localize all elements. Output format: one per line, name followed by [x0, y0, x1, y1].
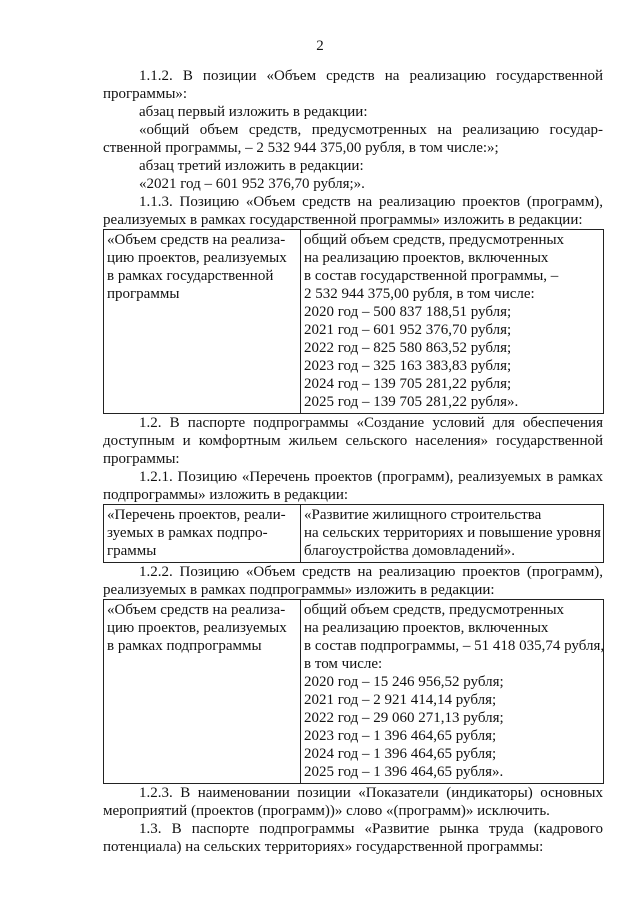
table-state-program-funding: [103, 229, 604, 414]
table-subprogram-projects: [103, 504, 604, 563]
paragraph-quote-2021: «2021 год – 601 952 376,70 рубля;».: [139, 176, 365, 192]
cell-line: 2023 год – 1 396 464,65 рубля;: [304, 728, 497, 744]
cell-line: на сельских территориях и повышение уровня: [304, 525, 601, 541]
table-cell-label: [104, 230, 301, 414]
cell-line: 2024 год – 1 396 464,65 рубля;: [304, 746, 497, 762]
cell-line: 2023 год – 325 163 383,83 рубля;: [304, 358, 512, 374]
cell-line: общий объем средств, предусмотренных: [304, 232, 565, 248]
cell-line: на реализацию проектов, включенных: [304, 620, 549, 636]
cell-line: 2020 год – 500 837 188,51 рубля;: [304, 304, 512, 320]
paragraph-1-1-3: 1.1.3. Позицию «Объем средств на реализацию проектов (программ), реализуемых в рамках государственной программы» изложить в редакции:: [103, 194, 603, 228]
cell-line: в состав государственной программы, –: [304, 268, 559, 284]
cell-line: 2022 год – 29 060 271,13 рубля;: [304, 710, 504, 726]
table-row: [104, 600, 604, 784]
table-cell-label: [104, 600, 301, 784]
cell-line: благоустройства домовладений».: [304, 543, 516, 559]
paragraph-1-1-2: 1.1.2. В позиции «Объем средств на реализацию государственной программы»:: [103, 68, 603, 102]
table-subprogram-funding: [103, 599, 604, 784]
cell-line: «Объем средств на реализа-: [107, 232, 286, 248]
page-number: 2: [316, 38, 324, 54]
cell-line: цию проектов, реализуемых: [107, 620, 287, 636]
cell-line: 2025 год – 139 705 281,22 рубля».: [304, 394, 519, 410]
cell-line: в рамках подпрограммы: [107, 638, 262, 654]
cell-line: «Развитие жилищного строительства: [304, 507, 542, 523]
cell-line: 2022 год – 825 580 863,52 рубля;: [304, 340, 512, 356]
cell-line: общий объем средств, предусмотренных: [304, 602, 565, 618]
table-row: [104, 230, 604, 414]
table-cell-value: [301, 505, 604, 563]
cell-line: граммы: [107, 543, 157, 559]
cell-line: в состав подпрограммы, – 51 418 035,74 рубля,: [304, 638, 605, 654]
paragraph-1-2-1: 1.2.1. Позицию «Перечень проектов (программ), реализуемых в рамках подпрограммы» изложить в редакции:: [103, 469, 603, 503]
cell-line: в рамках государственной: [107, 268, 274, 284]
paragraph-1-2-2: 1.2.2. Позицию «Объем средств на реализацию проектов (программ), реализуемых в рамках подпрограммы» изложить в редакции:: [103, 564, 603, 598]
table-cell-label: [104, 505, 301, 563]
paragraph-abzac-tretii: абзац третий изложить в редакции:: [139, 158, 364, 174]
cell-line: на реализацию проектов, включенных: [304, 250, 549, 266]
cell-line: в том числе:: [304, 656, 383, 672]
cell-line: 2024 год – 139 705 281,22 рубля;: [304, 376, 512, 392]
cell-line: 2021 год – 2 921 414,14 рубля;: [304, 692, 497, 708]
paragraph-1-3: 1.3. В паспорте подпрограммы «Развитие рынка труда (кадрового потенциала) на сельских территориях» государственной программы:: [103, 821, 603, 855]
table-row: [104, 505, 604, 563]
cell-line: 2025 год – 1 396 464,65 рубля».: [304, 764, 504, 780]
cell-line: 2021 год – 601 952 376,70 рубля;: [304, 322, 512, 338]
cell-line: 2 532 944 375,00 рубля, в том числе:: [304, 286, 535, 302]
document-body: [103, 67, 603, 856]
cell-line: «Перечень проектов, реали-: [107, 507, 286, 523]
cell-line: программы: [107, 286, 180, 302]
cell-line: 2020 год – 15 246 956,52 рубля;: [304, 674, 504, 690]
table-cell-value: [301, 230, 604, 414]
paragraph-1-2: 1.2. В паспорте подпрограммы «Создание условий для обеспечения доступным и комфортным жильем сельского населения» государственной программы:: [103, 415, 603, 467]
cell-line: зуемых в рамках подпро-: [107, 525, 268, 541]
cell-line: цию проектов, реализуемых: [107, 250, 287, 266]
cell-line: «Объем средств на реализа-: [107, 602, 286, 618]
paragraph-quote-total: «общий объем средств, предусмотренных на реализацию государ-ственной программы, – 2 532 944 375,00 рубля, в том числе:»;: [103, 122, 603, 156]
paragraph-abzac-pervyi: абзац первый изложить в редакции:: [139, 104, 368, 120]
paragraph-1-2-3: 1.2.3. В наименовании позиции «Показатели (индикаторы) основных мероприятий (проектов (программ))» слово «(программ)» исключить.: [103, 785, 603, 819]
table-cell-value: [301, 600, 604, 784]
